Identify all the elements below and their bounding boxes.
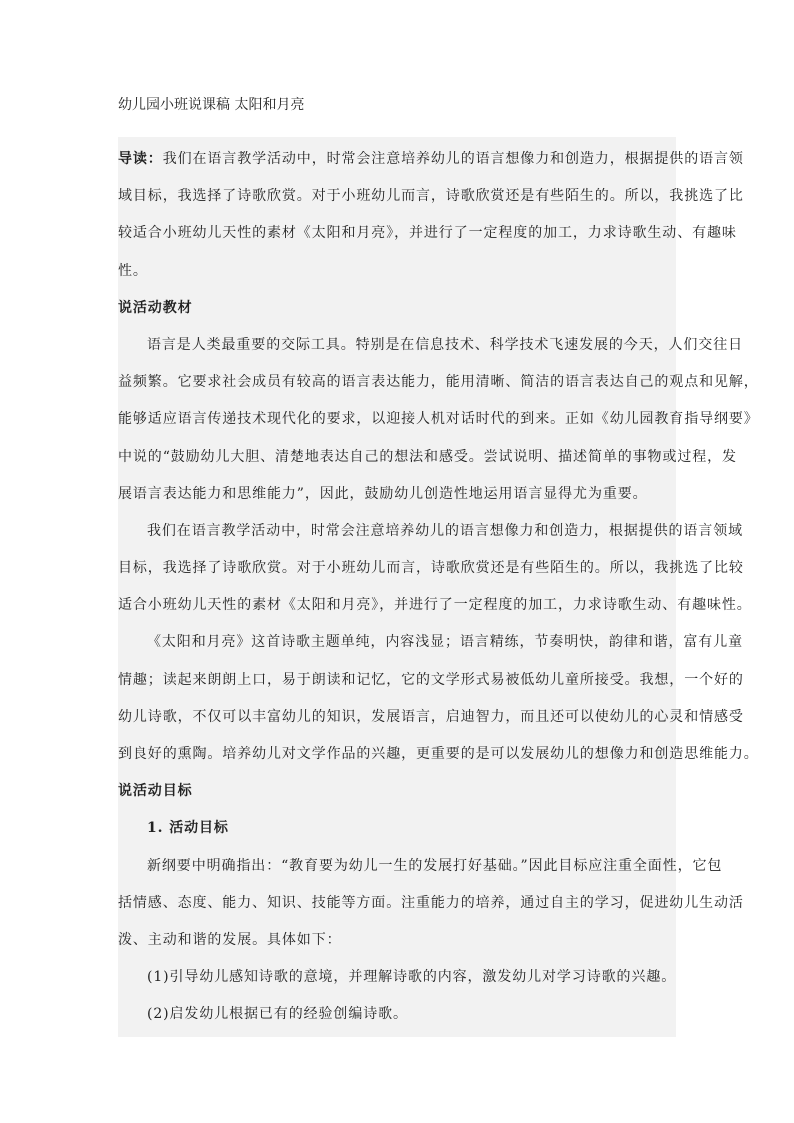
paragraph-line: 展语言表达能力和思维能力”，因此，鼓励幼儿创造性地运用语言显得尤为重要。 xyxy=(118,485,648,502)
goal-item: (1)引导幼儿感知诗歌的意境，并理解诗歌的内容，激发幼儿对学习诗歌的兴趣。 xyxy=(147,969,677,986)
paragraph-line: 泼、主动和谐的发展。具体如下： xyxy=(118,931,342,948)
document-title: 幼儿园小班说课稿 太阳和月亮 xyxy=(118,97,305,113)
section-heading: 说活动教材 xyxy=(118,299,193,316)
intro-line: 域目标，我选择了诗歌欣赏。对于小班幼儿而言，诗歌欣赏还是有些陌生的。所以，我挑选了比 xyxy=(118,188,744,205)
paragraph-line: 括情感、态度、能力、知识、技能等方面。注重能力的培养，通过自主的学习，促进幼儿生动活 xyxy=(118,894,744,911)
paragraph-line: 到良好的熏陶。培养幼儿对文学作品的兴趣，更重要的是可以发展幼儿的想像力和创造思维能力。 xyxy=(118,746,759,762)
paragraph-line: 中说的“鼓励幼儿大胆、清楚地表达自己的想法和感受。尝试说明、描述简单的事物或过程，发 xyxy=(118,448,737,465)
paragraph-line: 能够适应语言传递技术现代化的要求，以迎接人机对话时代的到来。正如《幼儿园教育指导纲要》 xyxy=(118,411,759,428)
intro-line: 较适合小班幼儿天性的素材《太阳和月亮》，并进行了一定程度的加工，力求诗歌生动、有趣味 xyxy=(118,225,737,242)
goal-item: (2)启发幼儿根据已有的经验创编诗歌。 xyxy=(147,1006,408,1023)
paragraph-line: 情趣；读起来朗朗上口，易于朗读和记忆，它的文学形式易被低幼儿童所接受。我想，一个好的 xyxy=(118,671,744,688)
article-body xyxy=(118,137,759,1037)
intro-text: 我们在语言教学活动中，时常会注意培养幼儿的语言想像力和创造力，根据提供的语言领 xyxy=(162,151,744,167)
paragraph-line: 益频繁。它要求社会成员有较高的语言表达能力，能用清晰、简洁的语言表达自己的观点和见解， xyxy=(118,374,759,391)
section-heading: 说活动目标 xyxy=(118,783,193,800)
paragraph-line: 我们在语言教学活动中，时常会注意培养幼儿的语言想像力和创造力，根据提供的语言领域 xyxy=(147,522,743,539)
paragraph-line: 幼儿诗歌，不仅可以丰富幼儿的知识，发展语言，启迪智力，而且还可以使幼儿的心灵和情感受 xyxy=(118,708,744,725)
intro-line: 性。 xyxy=(118,262,148,279)
intro-line xyxy=(118,141,744,178)
paragraph-line: 《太阳和月亮》这首诗歌主题单纯，内容浅显；语言精练，节奏明快，韵律和谐，富有儿童 xyxy=(147,634,743,651)
paragraph-line: 语言是人类最重要的交际工具。特别是在信息技术、科学技术飞速发展的今天，人们交往日 xyxy=(147,336,743,353)
intro-label: 导读： xyxy=(118,151,163,167)
paragraph-line: 适合小班幼儿天性的素材《太阳和月亮》，并进行了一定程度的加工，力求诗歌生动、有趣味性。 xyxy=(118,597,752,614)
paragraph-line: 新纲要中明确指出：“教育要为幼儿一生的发展打好基础。”因此目标应注重全面性，它包 xyxy=(147,857,723,874)
paragraph-line: 目标，我选择了诗歌欣赏。对于小班幼儿而言，诗歌欣赏还是有些陌生的。所以，我挑选了比较 xyxy=(118,560,744,577)
subsection-heading: 1. 活动目标 xyxy=(147,820,229,837)
